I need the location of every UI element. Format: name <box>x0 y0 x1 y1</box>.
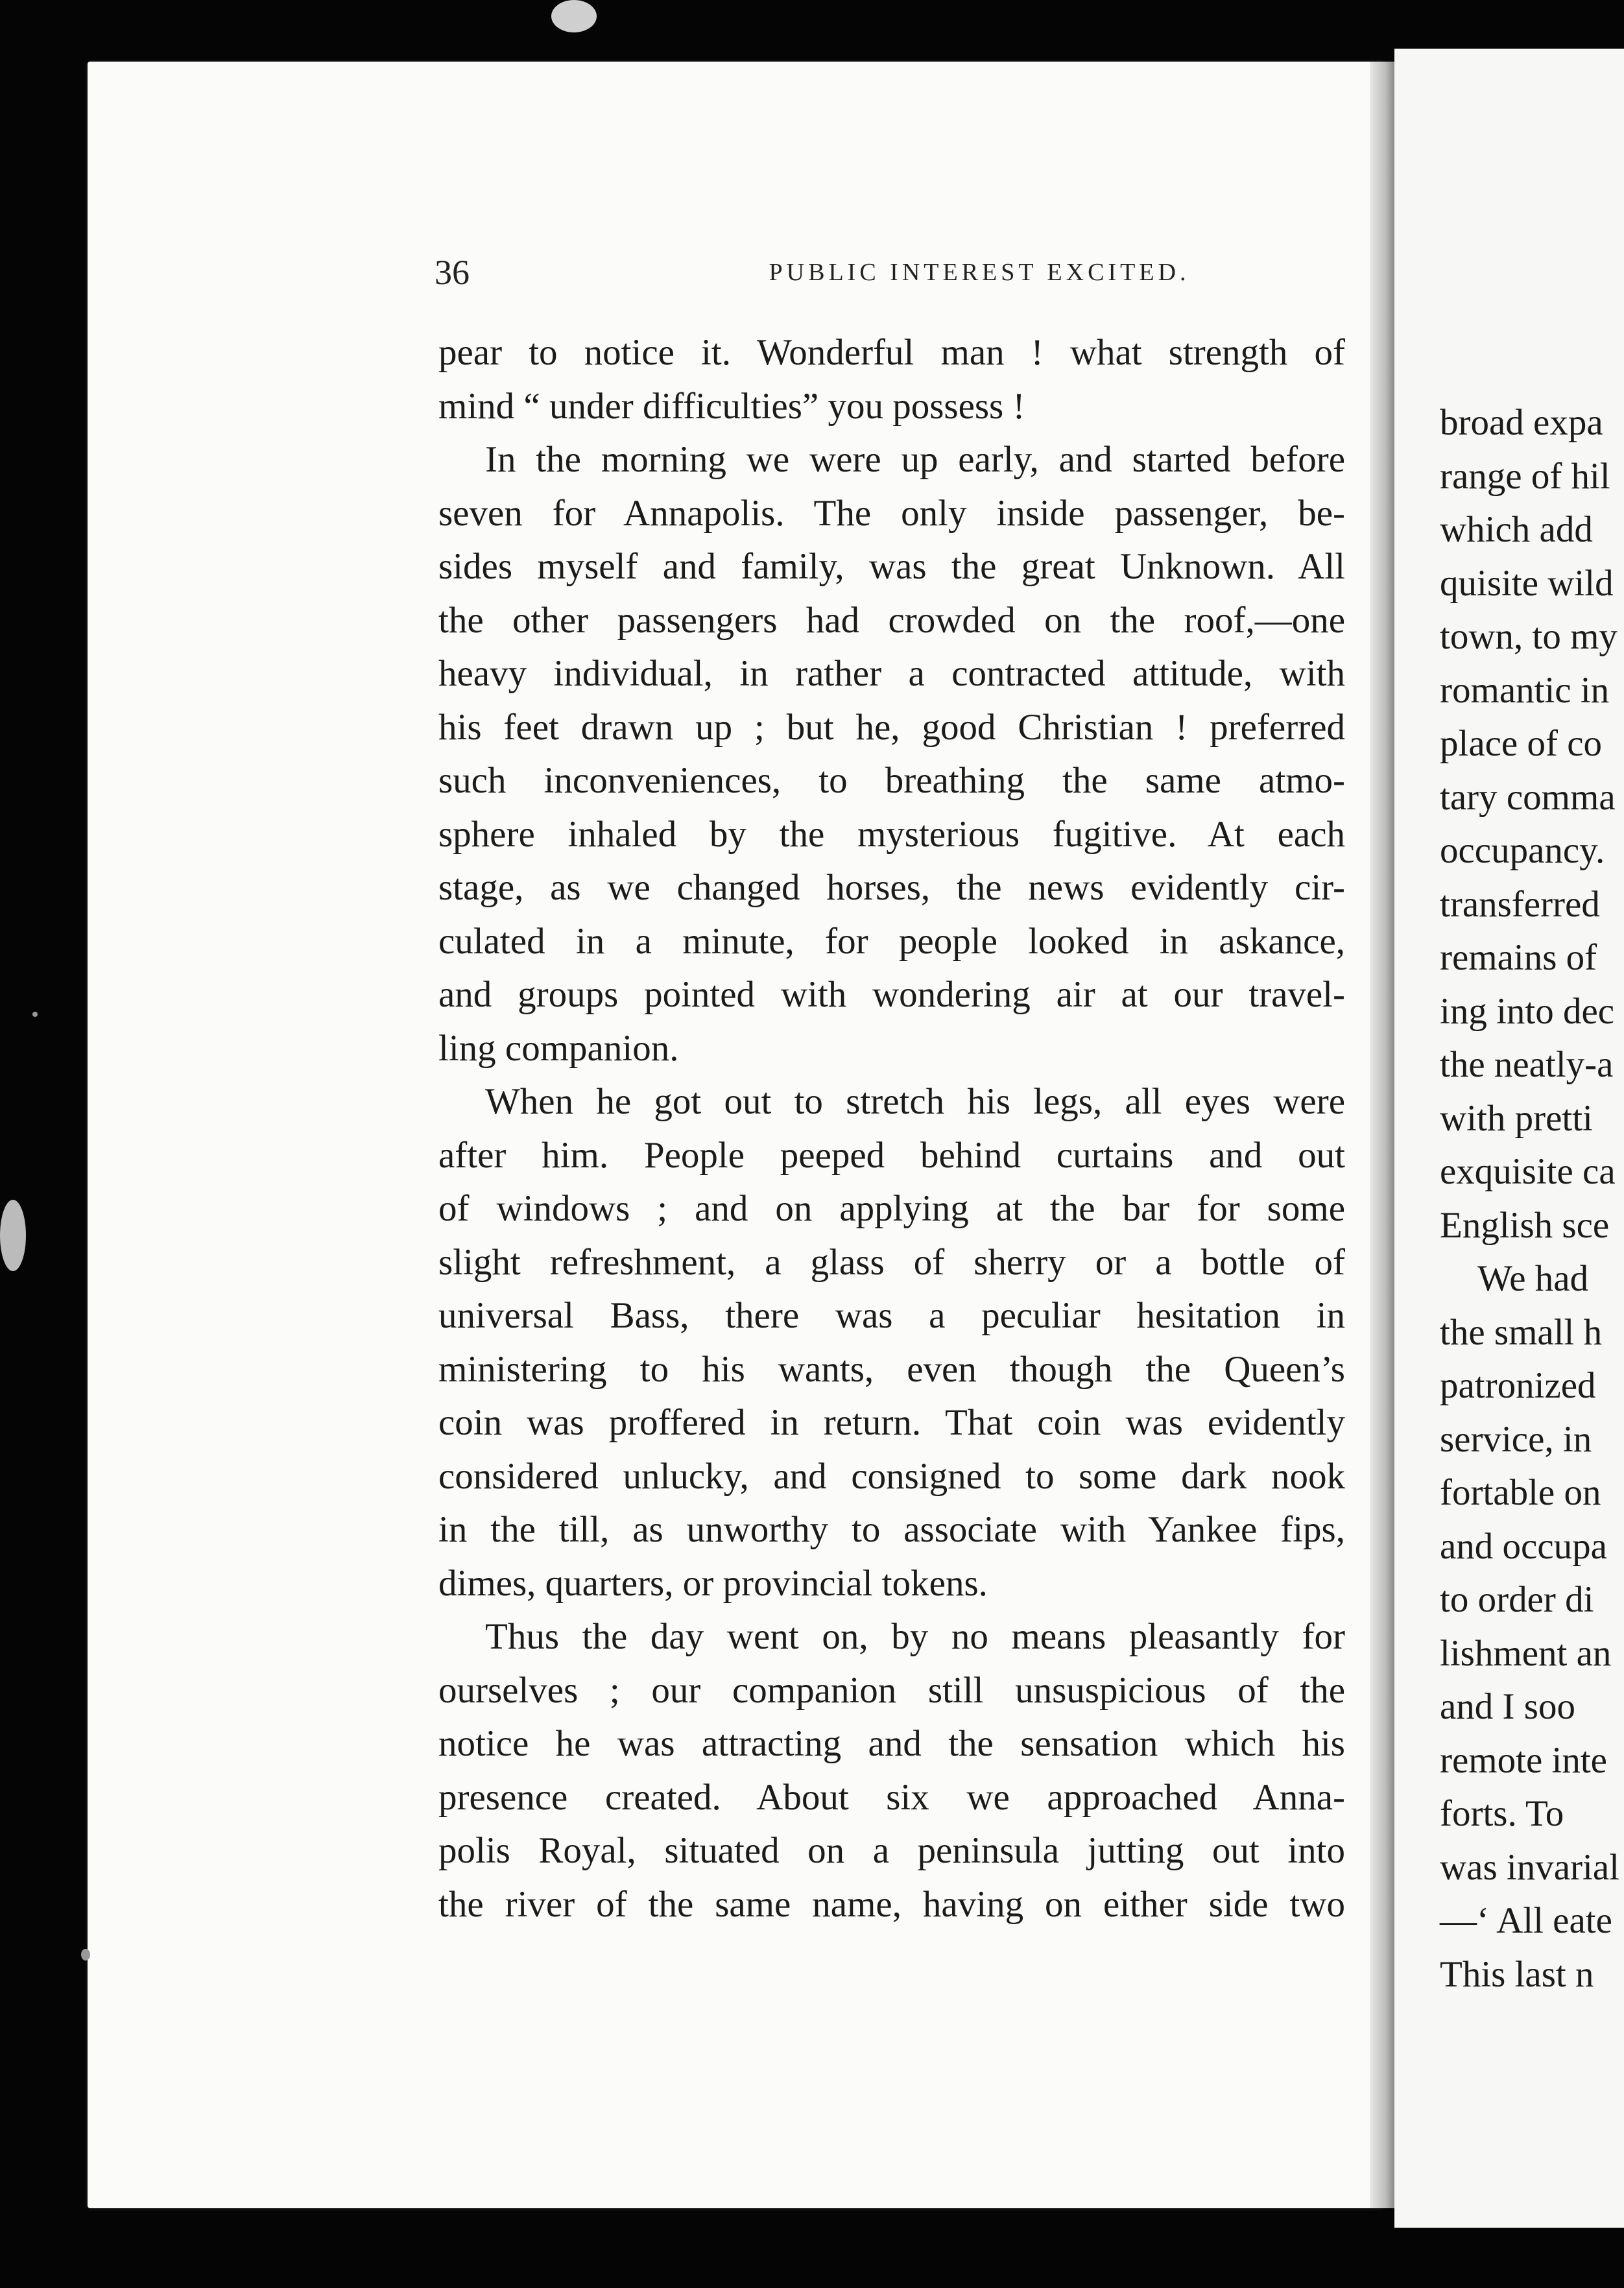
text-line: of windows ; and on applying at the bar for some <box>438 1188 1345 1229</box>
scan-speck <box>0 1200 26 1271</box>
text-line: place of co <box>1440 723 1603 764</box>
text-line: in the till, as unworthy to associate with Yankee fips, <box>438 1509 1345 1550</box>
text-line: ourselves ; our companion still unsuspicious of the <box>438 1669 1345 1711</box>
text-line: to order di <box>1440 1579 1594 1620</box>
text-line: range of hil <box>1440 455 1610 497</box>
text-line: ing into dec <box>1440 990 1615 1032</box>
text-line: considered unlucky, and consigned to some dark nook <box>438 1455 1345 1497</box>
text-line: remote inte <box>1440 1739 1607 1781</box>
text-line: transferred <box>1440 883 1600 925</box>
text-line: and occupa <box>1440 1525 1607 1567</box>
text-line: occupancy. <box>1440 830 1605 871</box>
text-line: and I soo <box>1440 1686 1575 1727</box>
text-line: polis Royal, situated on a peninsula jutting out into <box>438 1830 1345 1871</box>
text-line: pear to notice it. Wonderful man ! what strength of <box>438 332 1345 373</box>
scan-speck <box>81 1949 90 1960</box>
text-line: —‘ All eate <box>1440 1900 1612 1941</box>
page-number: 36 <box>435 253 470 292</box>
text-line: the river of the same name, having on either side two <box>438 1883 1345 1925</box>
scan-speck <box>551 0 597 32</box>
text-line: remains of <box>1440 937 1597 978</box>
text-line: notice he was attracting and the sensation which his <box>438 1723 1345 1764</box>
text-line: romantic in <box>1440 669 1610 711</box>
text-line: forts. To <box>1440 1793 1564 1834</box>
text-line: was invarial <box>1440 1846 1619 1888</box>
text-line: after him. People peeped behind curtains and out <box>438 1134 1345 1176</box>
text-line: his feet drawn up ; but he, good Christian ! preferred <box>438 706 1345 748</box>
text-line: and groups pointed with wondering air at our travel- <box>438 974 1345 1015</box>
text-line: the neatly-a <box>1440 1044 1614 1085</box>
text-line: When he got out to stretch his legs, all eyes were <box>485 1081 1345 1122</box>
text-line: with pretti <box>1440 1097 1593 1139</box>
text-line: presence created. About six we approached Anna- <box>438 1776 1345 1818</box>
text-line: sides myself and family, was the great Unknown. All <box>438 546 1345 587</box>
text-line: dimes, quarters, or provincial tokens. <box>438 1562 988 1604</box>
text-line: seven for Annapolis. The only inside passenger, be- <box>438 492 1345 534</box>
running-head <box>435 250 1343 295</box>
text-line: ling companion. <box>438 1027 679 1069</box>
text-line: This last n <box>1440 1953 1594 1995</box>
text-line: stage, as we changed horses, the news evidently cir- <box>438 867 1345 908</box>
text-line: which add <box>1440 509 1593 550</box>
right-page <box>1394 49 1624 2228</box>
text-line: ministering to his wants, even though the Queen’s <box>438 1348 1345 1390</box>
text-line: service, in <box>1440 1418 1592 1460</box>
text-line: culated in a minute, for people looked in askance, <box>438 920 1345 962</box>
running-title: PUBLIC INTEREST EXCITED. <box>769 259 1190 286</box>
text-line: We had <box>1477 1258 1589 1299</box>
text-line: patronized <box>1440 1365 1596 1406</box>
text-line: slight refreshment, a glass of sherry or a bottle of <box>438 1241 1345 1283</box>
text-line: sphere inhaled by the mysterious fugitive. At each <box>438 813 1345 855</box>
text-line: English sce <box>1440 1204 1610 1246</box>
text-line: In the morning we were up early, and started before <box>485 439 1345 480</box>
text-line: exquisite ca <box>1440 1151 1616 1192</box>
left-page-text <box>438 326 1345 1931</box>
text-line: quisite wild <box>1440 562 1614 604</box>
text-line: tary comma <box>1440 776 1616 818</box>
scan-speck <box>32 1012 38 1017</box>
text-line: mind “ under difficulties” you possess ! <box>438 385 1025 427</box>
text-line: such inconveniences, to breathing the same atmo- <box>438 760 1345 801</box>
text-line: coin was proffered in return. That coin was evidently <box>438 1402 1345 1443</box>
text-line: Thus the day went on, by no means pleasantly for <box>485 1616 1345 1657</box>
text-line: town, to my <box>1440 616 1618 657</box>
text-line: heavy individual, in rather a contracted attitude, with <box>438 653 1345 694</box>
text-line: broad expa <box>1440 402 1603 443</box>
text-line: the other passengers had crowded on the roof,—one <box>438 599 1345 641</box>
text-line: universal Bass, there was a peculiar hesitation in <box>438 1295 1345 1336</box>
text-line: lishment an <box>1440 1632 1612 1674</box>
right-page-text <box>1440 396 1624 2001</box>
text-line: fortable on <box>1440 1472 1601 1513</box>
text-line: the small h <box>1440 1311 1603 1353</box>
